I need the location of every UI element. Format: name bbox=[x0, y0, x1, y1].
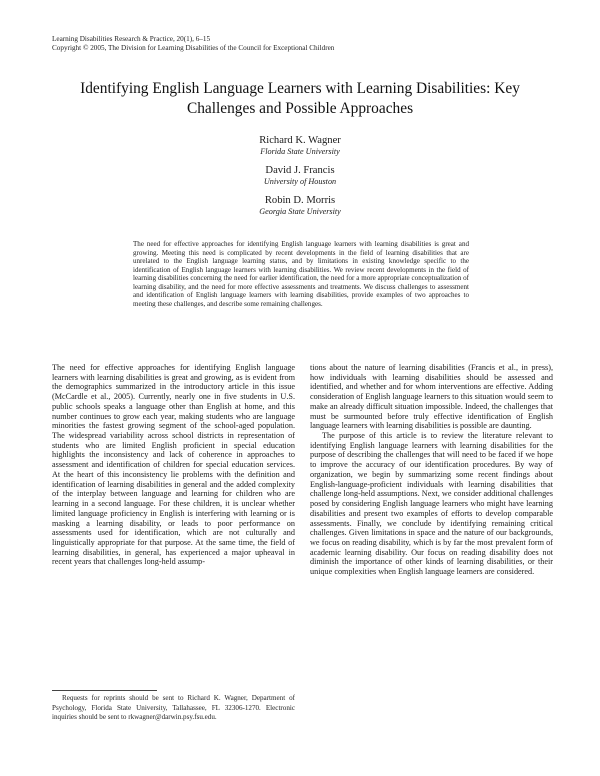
author-entry bbox=[100, 134, 500, 157]
author-entry bbox=[100, 194, 500, 217]
author-entry bbox=[100, 164, 500, 187]
body-paragraph: The need for effective approaches for identifying English language learners with learning disabilities is great and growing, as is evident from the demographics summarized in the introductory article in this issue (McCardle et al., 2005). Currently, nearly one in five students in U.S. public schools speaks a language other than English at home, and this number continues to grow each year, making students who are language minorities the fastest growing segment of the school-aged population. The widespread variability across school districts in representation of students who are limited English proficient in special education highlights the inconsistency and lack of coherence in approaches to assessment and identification of children for special education services. At the heart of this inconsistency lie problems with the definition and identification of learning disabilities in general and the added complexity of the interplay between language and learning for children who are learning in a second language. For these children, it is unclear whether limited language proficiency in English is interfering with learning or is masking a learning disability, or leads to poor performance on assessments used for identification, which are not culturally and linguistically appropriate for that purpose. At the same time, the field of learning disabilities, in general, has experienced a major upheaval in recent years that challenges long-held assump- bbox=[52, 363, 295, 567]
correspondence-footnote: Requests for reprints should be sent to Richard K. Wagner, Department of Psychology, Florida State University, Tallahassee, FL 32306-1270. Electronic inquiries should be sent to rkwagner@darwin.psy.fsu.edu. bbox=[52, 694, 295, 722]
article-title: Identifying English Language Learners with Learning Disabilities: Key Challenges and Possible Approaches bbox=[80, 80, 520, 117]
footnote-divider bbox=[52, 690, 157, 691]
body-column-right bbox=[310, 363, 553, 577]
body-paragraph: The purpose of this article is to review the literature relevant to identifying English language learners with learning disabilities for the purpose of describing the challenges that will need to be faced if we hope to improve the accuracy of our identification procedures. By way of organization, we begin by summarizing some recent findings about English-language-proficient individuals with learning disabilities that challenge long-held assumptions. Next, we consider additional challenges posed by considering English language learners who might have learning disabilities and present two examples of efforts to develop comparable assessments. Finally, we conclude by identifying remaining critical challenges. Given limitations in space and the nature of our backgrounds, we focus on reading disability, which is by far the most prevalent form of academic learning disability. Our focus on reading disability does not diminish the importance of other kinds of learning disabilities, or their unique complexities when English language learners are considered. bbox=[310, 431, 553, 577]
author-block bbox=[100, 134, 500, 224]
author-name: Richard K. Wagner bbox=[259, 135, 341, 146]
author-affiliation: Georgia State University bbox=[259, 207, 341, 216]
author-affiliation: Florida State University bbox=[260, 147, 340, 156]
author-name: David J. Francis bbox=[265, 165, 335, 176]
body-paragraph: tions about the nature of learning disabilities (Francis et al., in press), how individuals with learning disabilities should be assessed and identified, and whether and for whom interventions are effective. Adding consideration of English language learners to this situation would seem to make an already difficult situation impossible. Indeed, the challenges that must be surmounted before truly effective identification of English language learners with learning disabilities is possible are daunting. bbox=[310, 363, 553, 431]
copyright-notice: Copyright © 2005, The Division for Learning Disabilities of the Council for Exceptional Children bbox=[52, 44, 335, 53]
author-name: Robin D. Morris bbox=[264, 195, 336, 206]
journal-citation: Learning Disabilities Research & Practice, 20(1), 6–15 bbox=[52, 35, 211, 43]
body-column-left bbox=[52, 363, 295, 567]
running-header bbox=[52, 35, 552, 54]
abstract: The need for effective approaches for identifying English language learners with learning disabilities is great and growing. Meeting this need is complicated by recent developments in the field of learning disabilities that are unrelated to the English language learning status, and by limitations in existing knowledge specific to the identification of English language learners with learning disabilities. We review recent developments in the field of learning disabilities concerning the need for earlier identification, the need for a more appropriate conceptualization of learning disability, and the need for more effective assessments and treatments. We discuss challenges to assessment and identification of English language learners with learning disabilities, provide examples of two approaches to meeting these challenges, and describe some remaining challenges. bbox=[133, 240, 469, 308]
author-affiliation: University of Houston bbox=[263, 177, 337, 186]
